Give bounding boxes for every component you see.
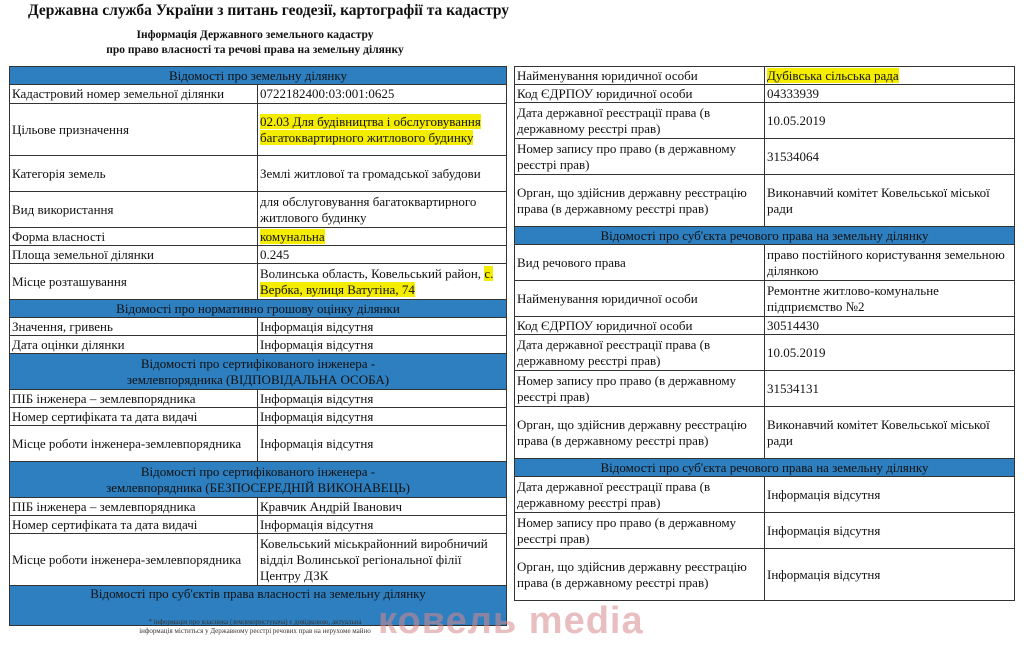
row-label: Місце розташування bbox=[10, 264, 258, 300]
table-row bbox=[515, 103, 1015, 139]
table-row bbox=[10, 246, 507, 264]
row-label: Номер сертифіката та дата видачі bbox=[10, 516, 258, 534]
row-label: Номер запису про право (в державному реєстрі прав) bbox=[515, 371, 765, 407]
table-row bbox=[515, 175, 1015, 227]
row-label: Номер сертифіката та дата видачі bbox=[10, 408, 258, 426]
table-row bbox=[10, 426, 507, 462]
row-value: Інформація відсутня bbox=[258, 426, 507, 462]
document-subtitle bbox=[70, 28, 440, 58]
row-label: Площа земельної ділянки bbox=[10, 246, 258, 264]
usage-type-value: для обслуговування багатоквартирного житлового будинку bbox=[258, 192, 507, 228]
document-title: Державна служба України з питань геодезії, картографії та кадастру bbox=[28, 2, 510, 19]
row-label: Дата державної реєстрації права (в державному реєстрі прав) bbox=[515, 103, 765, 139]
row-label: Номер запису про право (в державному реєстрі прав) bbox=[515, 513, 765, 549]
table-row bbox=[10, 85, 507, 104]
table-row bbox=[515, 85, 1015, 103]
section-header-land-parcel: Відомості про земельну ділянку bbox=[10, 67, 507, 85]
purpose-value: 02.03 Для будівництва і обслуговування багатоквартирного житлового будинку bbox=[260, 113, 481, 145]
row-label: Найменування юридичної особи bbox=[515, 67, 765, 85]
row-value: 10.05.2019 bbox=[765, 103, 1015, 139]
table-row bbox=[10, 498, 507, 516]
table-row bbox=[10, 534, 507, 586]
section-header-valuation: Відомості про нормативно грошову оцінку ділянки bbox=[10, 300, 507, 318]
table-row bbox=[515, 513, 1015, 549]
table-row bbox=[10, 408, 507, 426]
table-row bbox=[10, 264, 507, 300]
table-row bbox=[515, 67, 1015, 85]
location-value: Волинська область, Ковельський район, bbox=[260, 265, 482, 281]
row-label: Вид використання bbox=[10, 192, 258, 228]
table-row bbox=[10, 516, 507, 534]
row-label: Форма власності bbox=[10, 228, 258, 246]
row-label: Найменування юридичної особи bbox=[515, 281, 765, 317]
header-line: Відомості про сертифікованого інженера - bbox=[140, 355, 376, 371]
row-label: Номер запису про право (в державному реєстрі прав) bbox=[515, 139, 765, 175]
row-label: Орган, що здійснив державну реєстрацію права (в державному реєстрі прав) bbox=[515, 407, 765, 459]
row-label: Орган, що здійснив державну реєстрацію права (в державному реєстрі прав) bbox=[515, 549, 765, 601]
header-line: Відомості про сертифікованого інженера - bbox=[140, 463, 376, 479]
subtitle-line-2: про право власності та речові права на земельну ділянку bbox=[106, 44, 404, 56]
engineer-workplace-value: Ковельський міськрайонний виробничий відділ Волинської регіональної філії Центру ДЗК bbox=[258, 534, 507, 586]
section-header-subject-1: Відомості про суб'єкта речового права на земельну ділянку bbox=[515, 227, 1015, 245]
row-value: Інформація відсутня bbox=[258, 408, 507, 426]
header-line: землевпорядника (БЕЗПОСЕРЕДНІЙ ВИКОНАВЕЦЬ) bbox=[106, 479, 410, 495]
location-highlight: с. Вербка, вулиця Ватутіна, 74 bbox=[260, 265, 494, 297]
table-row bbox=[515, 139, 1015, 175]
footnote-line-2: інформація міститься у Державному реєстрі речових прав на нерухоме майно bbox=[139, 627, 371, 635]
row-label: Категорія земель bbox=[10, 156, 258, 192]
watermark-logo: ковель media bbox=[378, 600, 644, 642]
row-value: Виконавчий комітет Ковельської міської ради bbox=[765, 175, 1015, 227]
table-row bbox=[10, 156, 507, 192]
section-header-engineer-executor bbox=[10, 462, 507, 498]
table-row bbox=[515, 281, 1015, 317]
table-row bbox=[515, 549, 1015, 601]
land-parcel-table bbox=[9, 66, 507, 626]
owners-header-text: Відомості про суб'єктів права власності на земельну ділянку bbox=[90, 586, 426, 601]
row-label: Місце роботи інженера-землевпорядника bbox=[10, 534, 258, 586]
row-label: Дата державної реєстрації права (в державному реєстрі прав) bbox=[515, 335, 765, 371]
table-row bbox=[515, 477, 1015, 513]
owner-name-value: Дубівська сільська рада bbox=[767, 67, 899, 83]
subtitle-line-1: Інформація Державного земельного кадастру bbox=[136, 29, 374, 41]
ownership-form-value: комунальна bbox=[260, 228, 325, 244]
row-label: Дата оцінки ділянки bbox=[10, 336, 258, 354]
cadastral-number-value: 0722182400:03:001:0625 bbox=[258, 85, 507, 104]
row-label: Код ЄДРПОУ юридичної особи bbox=[515, 317, 765, 335]
table-row bbox=[10, 318, 507, 336]
engineer-name-value: Кравчик Андрій Іванович bbox=[258, 498, 507, 516]
row-value: 10.05.2019 bbox=[765, 335, 1015, 371]
row-value: Інформація відсутня bbox=[258, 390, 507, 408]
row-value: Інформація відсутня bbox=[258, 516, 507, 534]
row-label: Орган, що здійснив державну реєстрацію права (в державному реєстрі прав) bbox=[515, 175, 765, 227]
row-label: Вид речового права bbox=[515, 245, 765, 281]
row-label: Значення, гривень bbox=[10, 318, 258, 336]
table-row bbox=[515, 335, 1015, 371]
row-label: Місце роботи інженера-землевпорядника bbox=[10, 426, 258, 462]
section-header-subject-2: Відомості про суб'єкта речового права на земельну ділянку bbox=[515, 459, 1015, 477]
row-value: право постійного користування земельною ділянкою bbox=[765, 245, 1015, 281]
land-category-value: Землі житлової та громадської забудови bbox=[258, 156, 507, 192]
row-value: Інформація відсутня bbox=[258, 336, 507, 354]
table-row bbox=[515, 245, 1015, 281]
footnote-line-1: * інформація про власника (землекористувача) є довідковою, актуальна bbox=[148, 618, 362, 626]
table-row bbox=[515, 371, 1015, 407]
row-value: 30514430 bbox=[765, 317, 1015, 335]
row-value: Інформація відсутня bbox=[765, 513, 1015, 549]
row-label: ПІБ інженера – землевпорядника bbox=[10, 498, 258, 516]
row-value: 04333939 bbox=[765, 85, 1015, 103]
table-row bbox=[10, 192, 507, 228]
row-value: Виконавчий комітет Ковельської міської ради bbox=[765, 407, 1015, 459]
table-row bbox=[515, 317, 1015, 335]
area-value: 0.245 bbox=[258, 246, 507, 264]
header-line: землевпорядника (ВІДПОВІДАЛЬНА ОСОБА) bbox=[126, 371, 390, 387]
row-value: Інформація відсутня bbox=[258, 318, 507, 336]
table-row bbox=[10, 336, 507, 354]
rights-table bbox=[514, 66, 1015, 601]
row-label: Кадастровий номер земельної ділянки bbox=[10, 85, 258, 104]
row-value: 31534131 bbox=[765, 371, 1015, 407]
row-label: ПІБ інженера – землевпорядника bbox=[10, 390, 258, 408]
row-value: Інформація відсутня bbox=[765, 477, 1015, 513]
row-label: Дата державної реєстрації права (в державному реєстрі прав) bbox=[515, 477, 765, 513]
row-value: Інформація відсутня bbox=[765, 549, 1015, 601]
table-row bbox=[515, 407, 1015, 459]
table-row bbox=[10, 390, 507, 408]
table-row bbox=[10, 104, 507, 156]
row-label: Цільове призначення bbox=[10, 104, 258, 156]
table-row bbox=[10, 228, 507, 246]
row-value: Ремонтне житлово-комунальне підприємство №2 bbox=[765, 281, 1015, 317]
section-header-engineer-responsible bbox=[10, 354, 507, 390]
row-value: 31534064 bbox=[765, 139, 1015, 175]
row-label: Код ЄДРПОУ юридичної особи bbox=[515, 85, 765, 103]
